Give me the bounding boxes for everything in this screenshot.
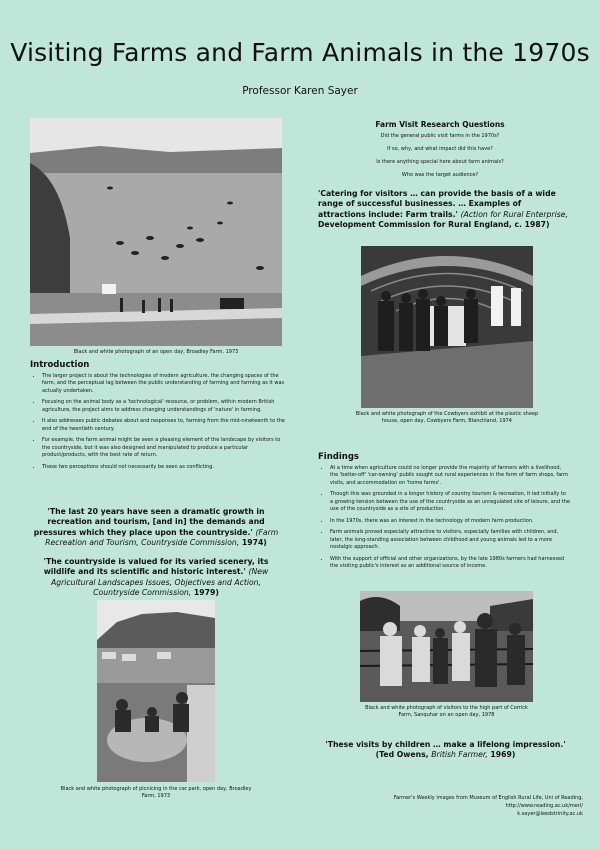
cowbyers-exhibit-photo: [361, 246, 533, 408]
list-item: • Farm animals proved especially attractive to visitors, especially families with children, and, later, the long-standing association between childhood and young animals led to a more nostalgic approach.: [330, 529, 570, 551]
picnic-photo-caption: Black and white photograph of picnicing in the car park, open day, Broadley Farm, 1973: [60, 786, 252, 799]
quote-source-tail: Countryside Commission,: [93, 588, 192, 598]
list-item: • Though this was grounded in a longer history of country tourism & recreation, it led initially to a growing tension between the use of the countryside as an unregulated site of leisure, and the use of the countryside as a site of production.: [330, 491, 570, 513]
image-credits: [330, 795, 583, 818]
broadley-photo-caption: Black and white photograph of an open day, Broadley Farm, 1973: [73, 349, 239, 355]
quote-text: 'Catering for visitors … can provide the basis of a wide range of successful businesses. … Examples of attractions include: Farm trails.': [318, 189, 556, 219]
quote-text: 'These visits by children … make a lifelong impression.' (Ted Owens,: [325, 740, 566, 760]
quote-source-tail: Development Commission for Rural England, c. 1987): [318, 220, 550, 230]
corrick-photo-caption: Black and white photograph of visitors to the high part of Corrick Farm, Sanquhar on an open day, 1978: [365, 705, 528, 718]
quote-text: 'The last 20 years have seen a dramatic growth in recreation and tourism, [and in] the demands and pressures which they place upon the countryside.': [33, 507, 265, 537]
research-question: Did the general public visit farms in the 1970s?: [380, 133, 500, 139]
quote-source: (New Agricultural Landscapes Issues, Objectives and Action,: [51, 567, 269, 587]
list-item: • At a time when agriculture could no longer provide the majority of farmers with a livelihood, the 'better-off' 'car-owning' public sought out rural experiences in the form of farm shops, farm visits, and accommodation on 'home farms'.: [330, 465, 570, 487]
quote-source: (Farm Recreation and Tourism, Countryside Commission,: [45, 527, 279, 548]
introduction-list: [30, 373, 288, 471]
picnic-photo: [97, 600, 215, 782]
quote-year: 1979): [193, 588, 219, 598]
broadley-open-day-photo: [30, 118, 282, 346]
introduction-section: [30, 360, 288, 475]
quote-source: (Action for Rural Enterprise,: [460, 209, 568, 219]
quote-catering: [318, 189, 568, 231]
findings-list: [318, 465, 570, 570]
research-question: If so, why, and what impact did this have?: [387, 146, 493, 152]
list-item: • Focusing on the animal body as a 'technological' resource, or problem, within modern British agriculture, the project aims to address changing understandings of 'nature' in farming.: [42, 399, 288, 414]
credit-line: Farmer's Weekly images from Museum of English Rural Life, Uni of Reading,: [393, 795, 583, 801]
introduction-heading: Introduction: [30, 360, 90, 370]
findings-section: [318, 452, 570, 575]
corrick-farm-visitors-photo: [360, 591, 533, 702]
list-item: • It also addresses public debates about and responses to, farming from the mid-nineteenth to the end of the twentieth century.: [42, 418, 288, 433]
poster-title: Visiting Farms and Farm Animals in the 1970s: [10, 38, 590, 67]
research-questions-section: [310, 120, 570, 185]
findings-heading: Findings: [318, 452, 359, 462]
credit-url: http://www.reading.ac.uk/merl/: [505, 802, 583, 809]
research-heading: Farm Visit Research Questions: [375, 120, 505, 129]
quote-farm-recreation: [28, 507, 284, 549]
list-item: • These two perceptions should not necessarily be seen as conflicting.: [42, 464, 288, 471]
credit-email: k.sayer@leedstrinity.ac.uk: [517, 810, 583, 817]
list-item: • In the 1970s, there was an interest in the technology of modern farm production.: [330, 518, 570, 525]
quote-year: 1974): [241, 538, 267, 548]
list-item: • With the support of official and other organizations, by the late 1980s farmers had harnessed the visiting public's interest as an additional source of income.: [330, 556, 570, 571]
quote-source: British Farmer,: [431, 750, 488, 760]
list-item: • The larger project is about the technologies of modern agriculture, the changing spaces of the farm, and the perceptual lag between the public understanding of farming and farming as it was actually undertaken.: [42, 373, 288, 395]
poster-author: Professor Karen Sayer: [242, 85, 358, 97]
research-question: Is there anything special here about farm animals?: [376, 159, 504, 165]
list-item: • For example, the farm animal might be seen a pleasing element of the landscape by visitors to the countryside, but it was also designed and manipulated to produce a particular product/products, with the best rate of return.: [42, 437, 288, 459]
quote-year: 1969): [490, 750, 516, 760]
quote-landscape: [28, 557, 284, 599]
cowbyers-photo-caption: Black and white photograph of the Cowbyers exhibit at the plastic sheep house, open day, Cowbyers Farm, Blanchland, 1974: [355, 411, 539, 424]
research-question: Who was the target audience?: [401, 172, 479, 178]
quote-text: 'The countryside is valued for its varied scenery, its wildlife and its scientific and historic interest.': [43, 557, 269, 577]
quote-children: [323, 740, 568, 761]
